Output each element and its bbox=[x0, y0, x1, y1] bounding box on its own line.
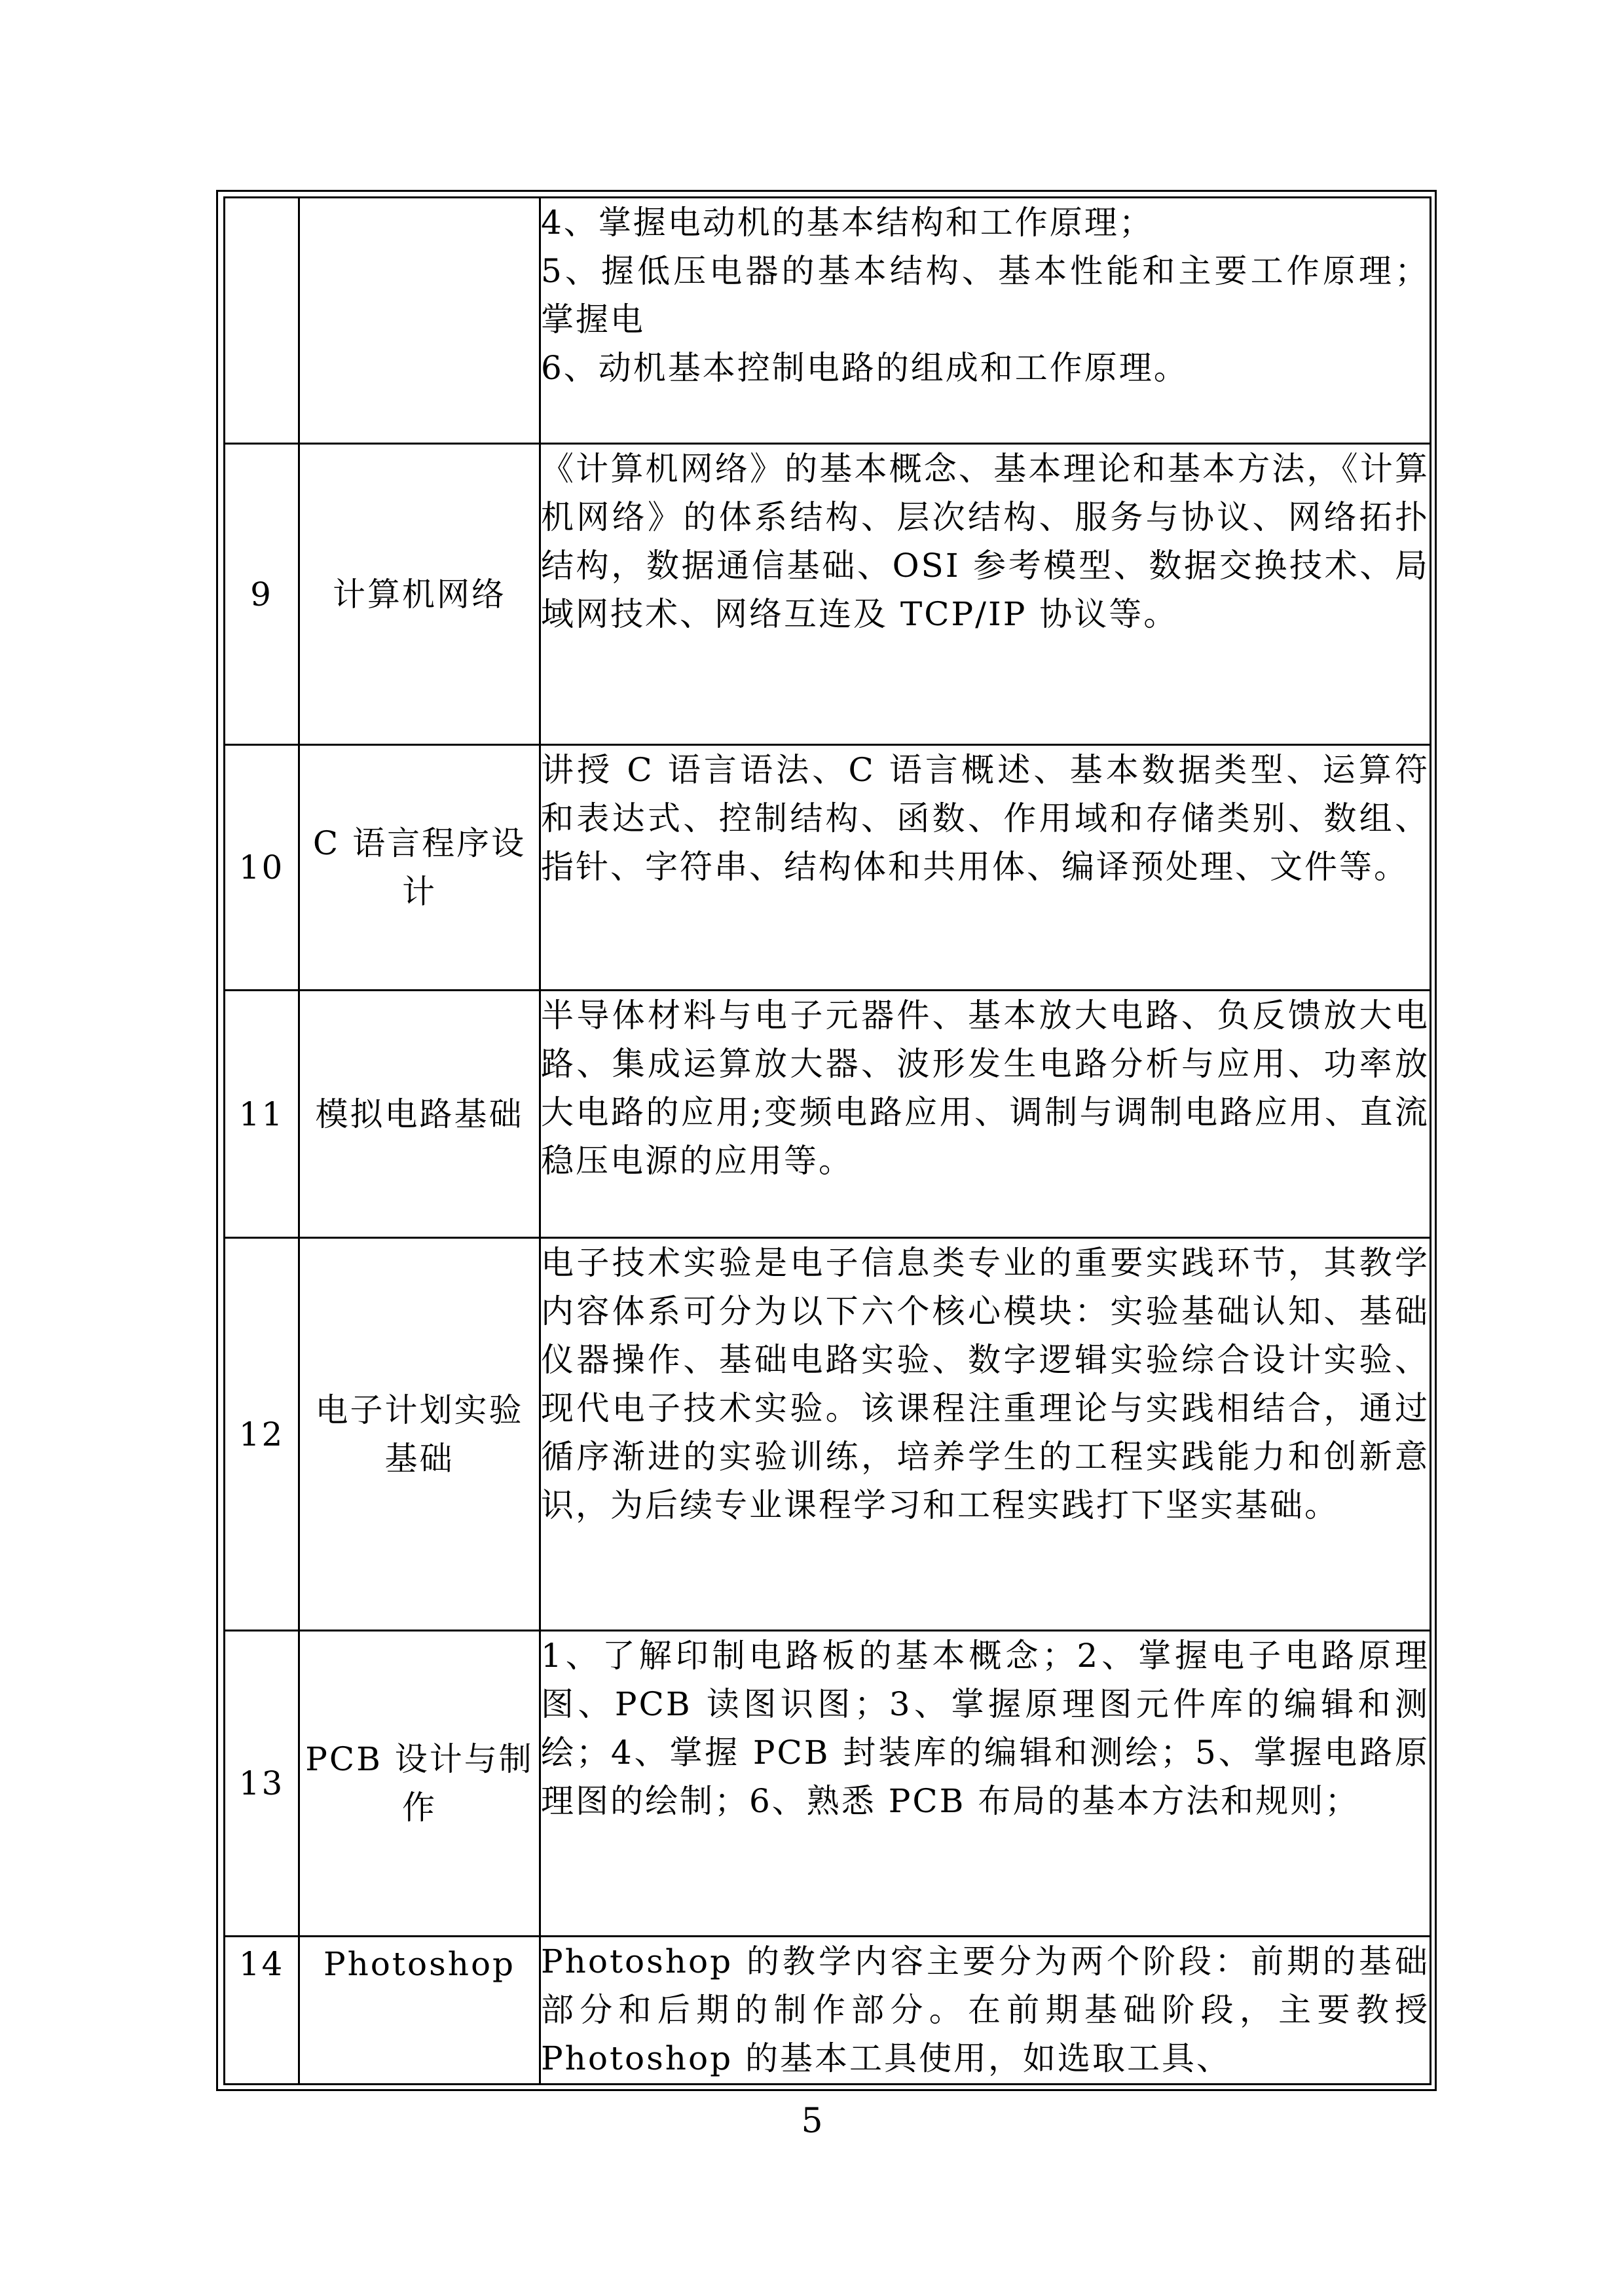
description-line: 4、掌握电动机的基本结构和工作原理； bbox=[541, 204, 1154, 242]
course-name bbox=[299, 198, 540, 444]
page-number: 5 bbox=[801, 2102, 823, 2141]
course-name: PCB 设计与制作 bbox=[299, 1631, 540, 1937]
description-line: 《计算机网络》的基本概念、基本理论和基本方法，《计算机网络》的体系结构、层次结构、服务与协议、网络拓扑结构，数据通信基础、OSI 参考模型、数据交换技术、局域网技术、网络互连及 TCP/IP 协议等。 bbox=[541, 450, 1430, 633]
description-line: Photoshop 的教学内容主要分为两个阶段：前期的基础部分和后期的制作部分。在前期基础阶段，主要教授 Photoshop 的基本工具使用，如选取工具、 bbox=[541, 1942, 1442, 2077]
course-name: 模拟电路基础 bbox=[299, 991, 540, 1238]
course-description bbox=[540, 1631, 1431, 1937]
course-name: Photoshop bbox=[299, 1937, 540, 2085]
description-line: 半导体材料与电子元器件、基本放大电路、负反馈放大电路、集成运算放大器、波形发生电路分析与应用、功率放大电路的应用;变频电路应用、调制与调制电路应用、直流稳压电源的应用等。 bbox=[541, 996, 1430, 1180]
course-name: 电子计划实验基础 bbox=[299, 1238, 540, 1631]
course-name: 计算机网络 bbox=[299, 444, 540, 745]
course-description bbox=[540, 444, 1431, 745]
course-number: 9 bbox=[225, 444, 299, 745]
course-description bbox=[540, 1238, 1431, 1631]
table-row bbox=[225, 1238, 1431, 1631]
course-number: 12 bbox=[225, 1238, 299, 1631]
course-description bbox=[540, 745, 1431, 991]
table-row bbox=[225, 444, 1431, 745]
course-number: 13 bbox=[225, 1631, 299, 1937]
course-name: C 语言程序设计 bbox=[299, 745, 540, 991]
course-number: 11 bbox=[225, 991, 299, 1238]
course-number: 14 bbox=[225, 1937, 299, 2085]
table-row bbox=[225, 1937, 1431, 2085]
course-number bbox=[225, 198, 299, 444]
table-row bbox=[225, 991, 1431, 1238]
course-description bbox=[540, 991, 1431, 1238]
course-description bbox=[540, 1937, 1442, 2085]
course-table bbox=[223, 196, 1442, 2085]
description-line: 5、握低压电器的基本结构、基本性能和主要工作原理；掌握电 bbox=[541, 252, 1430, 338]
description-line: 电子技术实验是电子信息类专业的重要实践环节，其教学内容体系可分为以下六个核心模块：实验基础认知、基础仪器操作、基础电路实验、数字逻辑实验综合设计实验、现代电子技术实验。该课程注重理论与实践相结合，通过循序渐进的实验训练，培养学生的工程实践能力和创新意识，为后续专业课程学习和工程实践打下坚实基础。 bbox=[541, 1244, 1430, 1524]
description-line: 讲授 C 语言语法、C 语言概述、基本数据类型、运算符和表达式、控制结构、函数、作用域和存储类别、数组、指针、字符串、结构体和共用体、编译预处理、文件等。 bbox=[541, 751, 1430, 886]
table-row bbox=[225, 1631, 1431, 1937]
table-row bbox=[225, 198, 1431, 444]
description-line: 6、动机基本控制电路的组成和工作原理。 bbox=[541, 349, 1189, 387]
course-number: 10 bbox=[225, 745, 299, 991]
table-row bbox=[225, 745, 1431, 991]
description-line: 1、了解印制电路板的基本概念；2、掌握电子电路原理图、PCB 读图识图；3、掌握原理图元件库的编辑和测绘；4、掌握 PCB 封装库的编辑和测绘；5、掌握电路原理图的绘制；6、熟悉 PCB 布局的基本方法和规则； bbox=[541, 1637, 1430, 1820]
course-description bbox=[540, 198, 1431, 444]
